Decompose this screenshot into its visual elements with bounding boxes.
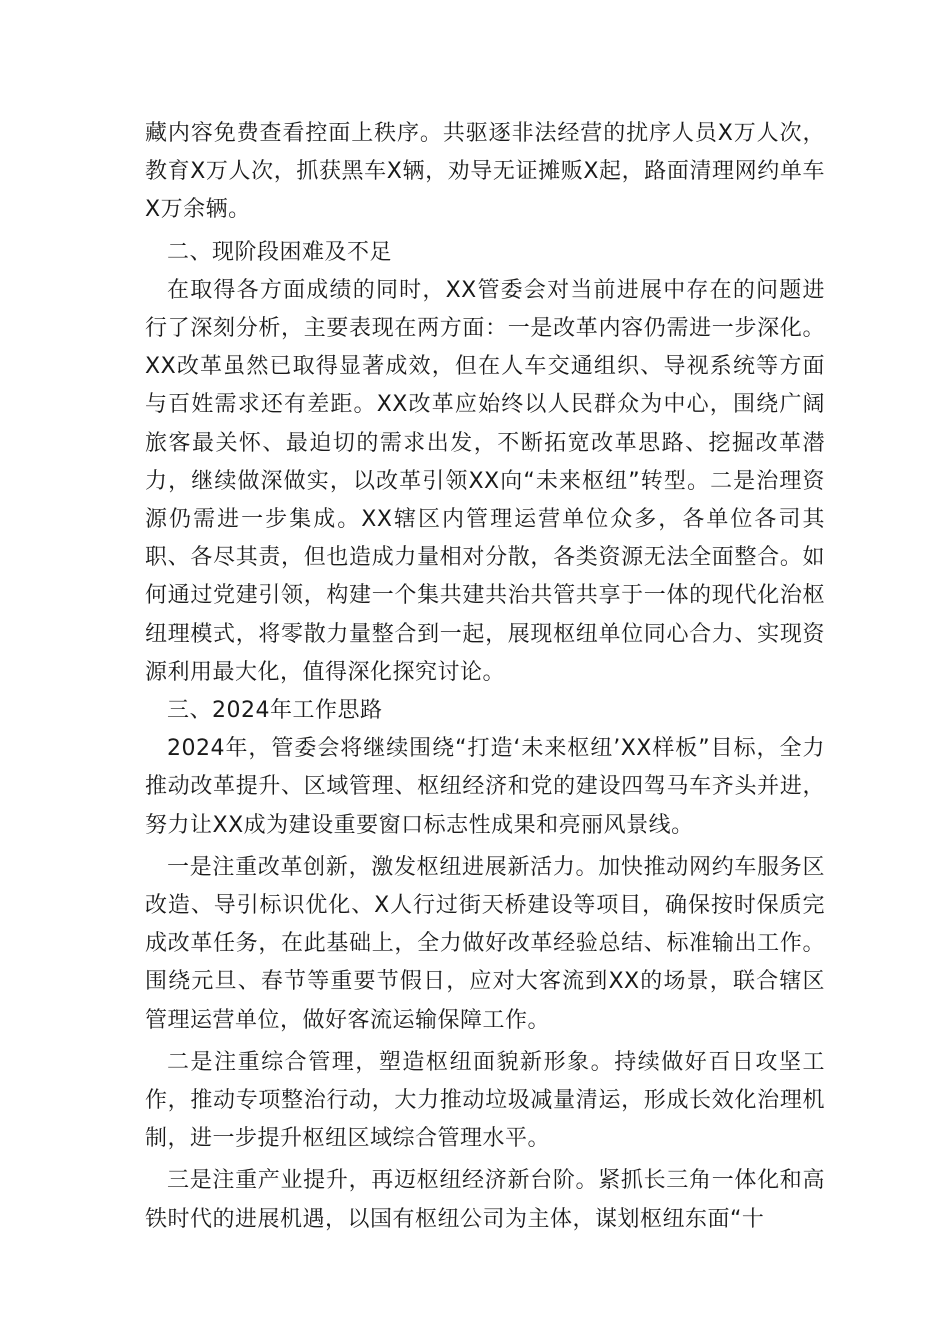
paragraph-work-plan-intro: 2024年，管委会将继续围绕“打造‘未来枢纽’XX样板”目标，全力推动改革提升、区域管理、枢纽经济和党的建设四驾马车齐头并进，努力让XX成为建设重要窗口标志性成果和亮丽风景线。 — [145, 736, 825, 838]
paragraph-continuation: 藏内容免费查看控面上秩序。共驱逐非法经营的扰序人员X万人次，教育X万人次，抓获黑车X辆，劝导无证摊贩X起，路面清理网约单车X万余辆。 — [145, 121, 825, 223]
paragraph-difficulties: 在取得各方面成绩的同时，XX管委会对当前进展中存在的问题进行了深刻分析，主要表现在两方面：一是改革内容仍需进一步深化。XX改革虽然已取得显著成效，但在人车交通组织、导视系统等方面与百姓需求还有差距。XX改革应始终以人民群众为中心，围绕广阔旅客最关怀、最迫切的需求出发，不断拓宽改革思路、挖掘改革潜力，继续做深做实，以改革引领XX向“未来枢纽”转型。二是治理资源仍需进一步集成。XX辖区内管理运营单位众多，各单位各司其职、各尽其责，但也造成力量相对分散，各类资源无法全面整合。如何通过党建引领，构建一个集共建共治共管共享于一体的现代化治枢纽理模式，将零散力量整合到一起，展现枢纽单位同心合力、实现资源利用最大化，值得深化探究讨论。 — [145, 277, 825, 685]
paragraph-industry-upgrade: 三是注重产业提升，再迈枢纽经济新台阶。紧抓长三角一体化和高铁时代的进展机遇，以国有枢纽公司为主体，谋划枢纽东面“十 — [145, 1168, 825, 1232]
section-heading-work-plan: 三、2024年工作思路 — [167, 698, 383, 724]
paragraph-comprehensive-management: 二是注重综合管理，塑造枢纽面貌新形象。持续做好百日攻坚工作，推动专项整治行动，大力推动垃圾减量清运，形成长效化治理机制，进一步提升枢纽区域综合管理水平。 — [145, 1049, 825, 1152]
paragraph-reform-innovation: 一是注重改革创新，激发枢纽进展新活力。加快推动网约车服务区改造、导引标识优化、X人行过街天桥建设等项目，确保按时保质完成改革任务，在此基础上，全力做好改革经验总结、标准输出工作。围绕元旦、春节等重要节假日，应对大客流到XX的场景，联合辖区管理运营单位，做好客流运输保障工作。 — [145, 854, 825, 1033]
section-heading-difficulties: 二、现阶段困难及不足 — [167, 239, 393, 265]
document-body — [145, 115, 825, 1239]
